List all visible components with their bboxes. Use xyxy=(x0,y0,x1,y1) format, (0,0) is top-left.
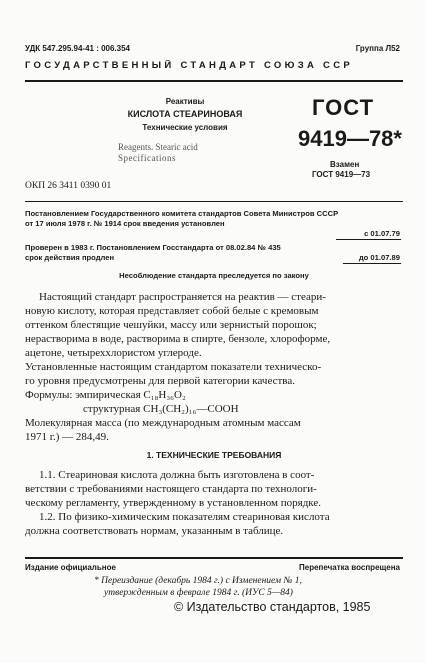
spec-label: Технические условия xyxy=(142,123,228,132)
intro-p2-line1: Установленные настоящим стандартом показатели техническо- xyxy=(25,361,322,373)
replaces-label: Взамен xyxy=(330,160,360,169)
formulas-label: Формулы: эмпирическая xyxy=(25,389,141,401)
udc-code: УДК 547.295.94-41 : 006.354 xyxy=(25,44,131,53)
gost-label: ГОСТ xyxy=(312,95,375,120)
section1-title: 1. ТЕХНИЧЕСКИЕ ТРЕБОВАНИЯ xyxy=(146,450,282,460)
intro-p1-line1: Настоящий стандарт распространяется на реактив — стеари- xyxy=(39,291,326,303)
extension-date: до 01.07.89 xyxy=(358,253,400,262)
mass-line2: 1971 г.) — 284,49. xyxy=(25,431,109,443)
intro-date-rule xyxy=(336,239,401,240)
intro-p1-line3: оттенком блестящие чешуйки, массу или зернистый порошок; xyxy=(25,319,317,331)
title-divider xyxy=(25,201,403,202)
mass-line1: Молекулярная масса (по международным атомным массам xyxy=(25,417,301,429)
check-line2: срок действия продлен xyxy=(25,253,115,262)
english-title-line2: Specifications xyxy=(118,153,176,163)
structural-row xyxy=(25,402,405,416)
legal-warning: Несоблюдение стандарта преследуется по закону xyxy=(119,271,309,280)
gost-number: 9419—78* xyxy=(298,126,402,151)
okp-code: ОКП 26 3411 0390 01 xyxy=(25,181,112,191)
replaces-gost: ГОСТ 9419—73 xyxy=(312,170,371,179)
group-code: Группа Л52 xyxy=(355,44,400,53)
decree-line1: Постановлением Государственного комитета стандартов Совета Министров СССР xyxy=(25,209,339,218)
clause-1-1-line2: ветствии с требованиями настоящего стандарта по технологи- xyxy=(25,483,317,495)
structural-formula: CH₃(CH₂)₁₆—COOH xyxy=(143,403,239,415)
reissue-note-line2: утвержденным в феврале 1984 г. (ИУС 5—84) xyxy=(104,588,293,598)
reagents-label: Реактивы xyxy=(165,97,205,106)
intro-date: с 01.07.79 xyxy=(364,229,400,238)
clause-1-2-line2: должна соответствовать нормам, указанным в таблице. xyxy=(25,525,284,537)
reprint-prohibited: Перепечатка воспрещена xyxy=(299,563,400,572)
intro-p2-line2: го уровня предусмотрены для первой категории качества. xyxy=(25,375,295,387)
check-line1: Проверен в 1983 г. Постановлением Госстандарта от 08.02.84 № 435 xyxy=(25,243,281,252)
intro-p1-line2: новую кислоту, которая представляет собой белые с кремовым xyxy=(25,305,319,317)
official-edition: Издание официальное xyxy=(25,563,116,572)
product-name: КИСЛОТА СТЕАРИНОВАЯ xyxy=(127,109,243,119)
clause-1-2-line1: 1.2. По физико-химическим показателям стеариновая кислота xyxy=(39,511,330,523)
header-divider xyxy=(25,80,403,82)
state-standard-title: ГОСУДАРСТВЕННЫЙ СТАНДАРТ СОЮЗА ССР xyxy=(25,60,354,71)
copyright: © Издательство стандартов, 1985 xyxy=(174,600,371,614)
ext-date-rule xyxy=(343,263,401,264)
footer-divider xyxy=(25,557,403,559)
clause-1-1-line3: ческому регламенту, утвержденному в установленном порядке. xyxy=(25,497,322,509)
reissue-note-line1: * Переиздание (декабрь 1984 г.) с Изменением № 1, xyxy=(94,576,302,586)
empirical-formula: C₁₈H₃₆O₂ xyxy=(143,389,186,401)
structural-label: структурная xyxy=(83,403,141,415)
decree-line2: от 17 июля 1978 г. № 1914 срок введения установлен xyxy=(25,219,225,228)
clause-1-1-line1: 1.1. Стеариновая кислота должна быть изготовлена в соот- xyxy=(39,469,315,481)
formulas-row xyxy=(25,388,405,402)
english-title-line1: Reagents. Stearic acid xyxy=(118,142,198,152)
intro-p1-line4: нерастворима в воде, растворима в спирте, бензоле, хлороформе, xyxy=(25,333,331,345)
intro-p1-line5: ацетоне, четыреххлористом углероде. xyxy=(25,347,202,359)
